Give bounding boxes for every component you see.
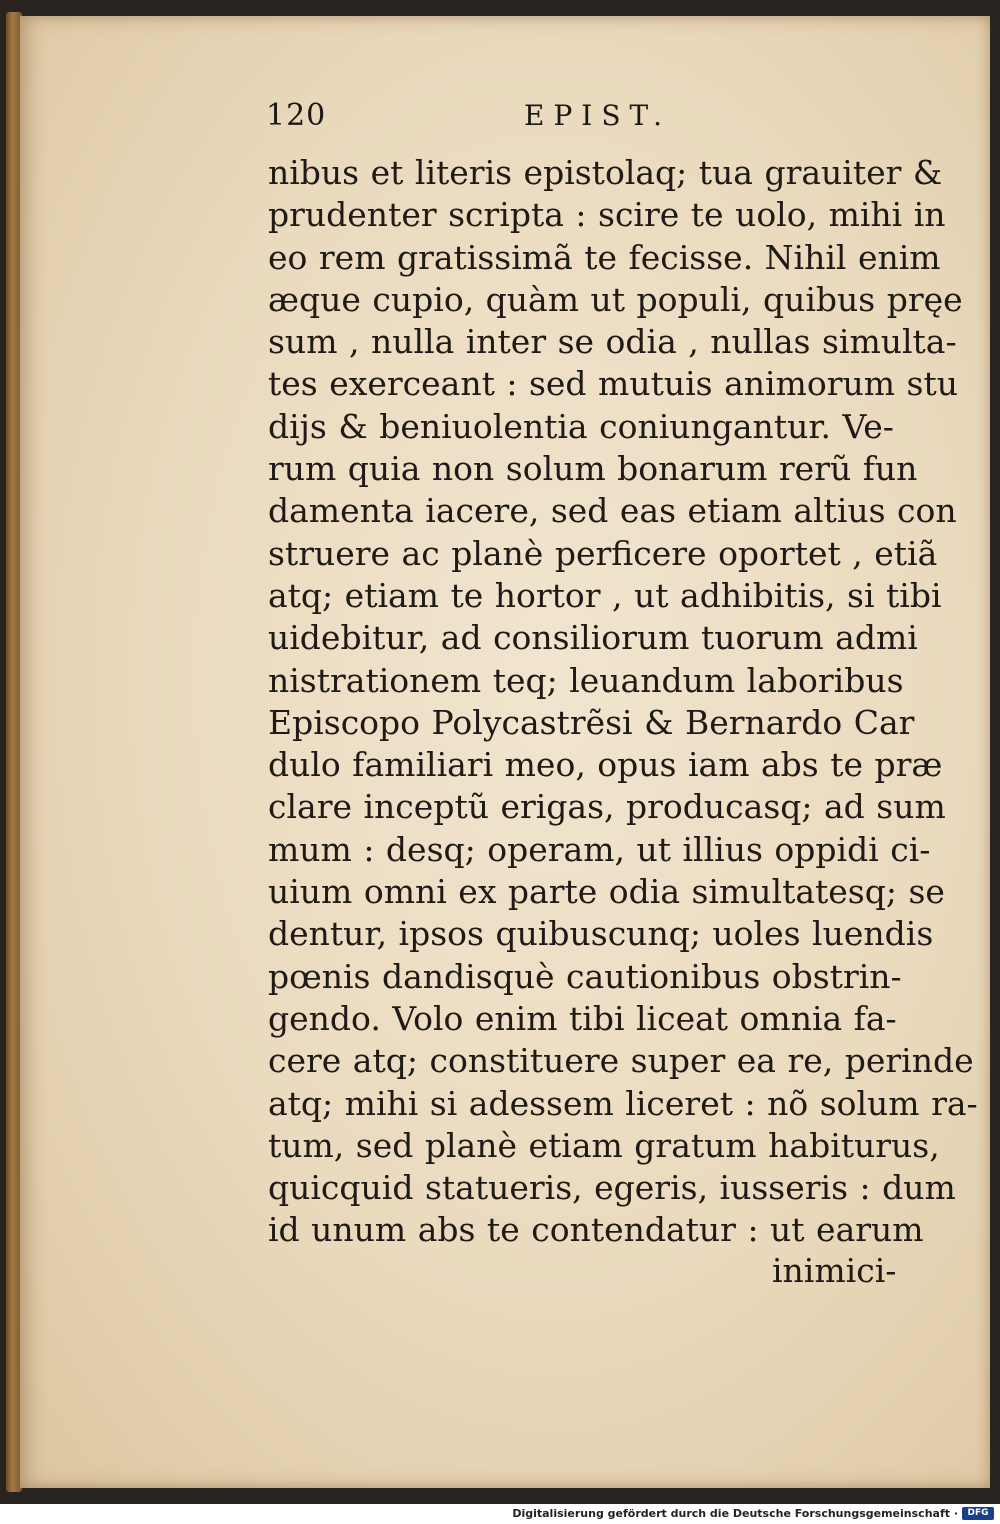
text-line: atq; mihi si adessem liceret : nõ solum ra- xyxy=(268,1083,978,1123)
text-line: eo rem gratissimã te fecisse. Nihil enim xyxy=(268,237,941,277)
text-line: dentur, ipsos quibuscunq; uoles luendis xyxy=(268,914,934,954)
text-line: gendo. Volo enim tibi liceat omnia fa- xyxy=(268,998,897,1038)
catchword: inimici- xyxy=(772,1251,897,1290)
page-header xyxy=(266,96,706,136)
text-line: uidebitur, ad consiliorum tuorum admi xyxy=(268,618,918,658)
dfg-logo: DFG xyxy=(962,1507,994,1520)
text-line: cere atq; constituere super ea re, perinde xyxy=(268,1041,974,1081)
text-line: uium omni ex parte odia simultatesq; se xyxy=(268,872,945,912)
text-line: prudenter scripta : scire te uolo, mihi in xyxy=(268,195,946,235)
text-block xyxy=(268,152,978,1252)
digitization-credit: Digitalisierung gefördert durch die Deutsche Forschungsgemeinschaft · xyxy=(512,1507,958,1520)
footer-bar xyxy=(0,1504,1000,1524)
text-line: tum, sed planè etiam gratum habiturus, xyxy=(268,1125,940,1165)
text-line: æque cupio, quàm ut populi, quibus pręe xyxy=(268,279,963,319)
text-line: tes exerceant : sed mutuis animorum stu xyxy=(268,364,958,404)
text-line: sum , nulla inter se odia , nullas simulta- xyxy=(268,322,957,362)
text-line: dulo familiari meo, opus iam abs te præ xyxy=(268,745,943,785)
text-line: nibus et literis epistolaq; tua grauiter & xyxy=(268,153,943,192)
text-line: Episcopo Polycastrẽsi & Bernardo Car xyxy=(268,702,915,742)
text-line: struere ac planè perficere oportet , etiã xyxy=(268,533,938,573)
text-line: pœnis dandisquè cautionibus obstrin- xyxy=(268,956,902,996)
text-line: mum : desq; operam, ut illius oppidi ci- xyxy=(268,829,931,869)
page-number: 120 xyxy=(266,98,327,133)
text-line: id unum abs te contendatur : ut earum xyxy=(268,1210,924,1250)
text-line: nistrationem teq; leuandum laboribus xyxy=(268,660,904,700)
text-line: quicquid statueris, egeris, iusseris : dum xyxy=(268,1168,956,1208)
text-line: atq; etiam te hortor , ut adhibitis, si tibi xyxy=(268,575,942,615)
text-line: clare inceptũ erigas, producasq; ad sum xyxy=(268,787,946,827)
running-head: EPIST. xyxy=(524,99,671,132)
text-line: rum quia non solum bonarum rerũ fun xyxy=(268,449,918,489)
text-line: dijs & beniuolentia coniungantur. Ve- xyxy=(268,406,894,446)
text-line: damenta iacere, sed eas etiam altius con xyxy=(268,491,957,531)
